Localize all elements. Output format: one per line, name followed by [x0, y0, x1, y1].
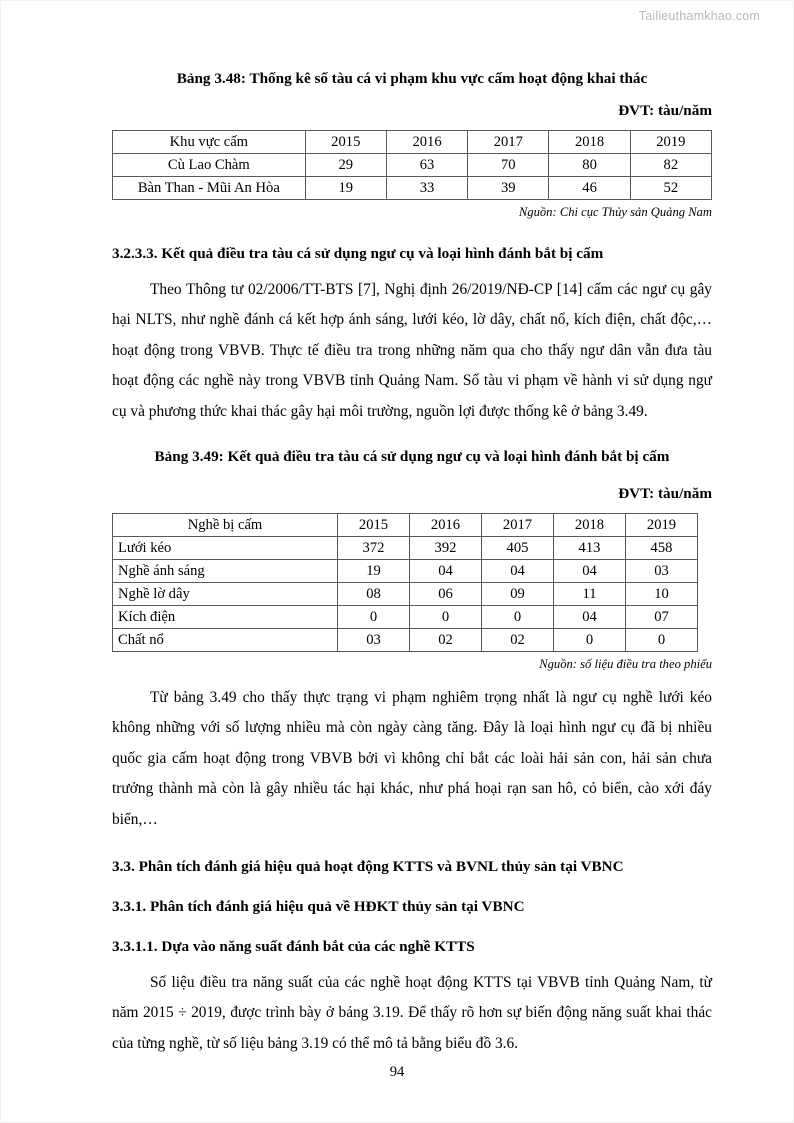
table-1-cell: 82	[630, 154, 711, 177]
table-2-cell: 413	[554, 537, 626, 560]
table-2-cell: 0	[482, 606, 554, 629]
table-2-cell: 04	[410, 560, 482, 583]
table-1-source-note: Nguồn: Chi cục Thủy sản Quảng Nam	[518, 205, 712, 220]
table-2-cell: 07	[626, 606, 698, 629]
table-1-cell: 80	[549, 154, 630, 177]
table-header-row	[113, 514, 698, 537]
table-header-row	[113, 131, 712, 154]
table-1-cell: 46	[549, 177, 630, 200]
table-row	[113, 629, 698, 652]
paragraph-3-3-1-1: Số liệu điều tra năng suất của các nghề hoạt động KTTS tại VBVB tỉnh Quảng Nam, từ năm 2015 ÷ 2019, được trình bày ở bảng 3.19. Để thấy rõ hơn sự biến động năng suất khai thác của từng nghề, từ số liệu bảng 3.19 có thể mô tả bằng biểu đồ 3.6.	[112, 973, 712, 1052]
paragraph-after-table-2: Từ bảng 3.49 cho thấy thực trạng vi phạm nghiêm trọng nhất là ngư cụ nghề lưới kéo không những với số lượng nhiều mà còn ngày càng tăng. Đây là loại hình ngư cụ đã bị nhiều quốc gia cấm hoạt động trong VBVB bởi vì không chỉ bắt các loài hải sản con, hải sản chưa trưởng thành mà còn là gây nhiều tác hại khác, như phá hoại rạn san hô, cỏ biển, cào xới đáy biển,…	[112, 688, 712, 828]
table-1-cell: 52	[630, 177, 711, 200]
table-row	[113, 154, 712, 177]
table-2-cell: 0	[554, 629, 626, 652]
table-2-cell: 10	[626, 583, 698, 606]
table-2-cell: 458	[626, 537, 698, 560]
table-2-row-label: Lưới kéo	[113, 537, 338, 560]
paragraph-3-2-3-3: Theo Thông tư 02/2006/TT-BTS [7], Nghị định 26/2019/NĐ-CP [14] cấm các ngư cụ gây hại NLTS, như nghề đánh cá kết hợp ánh sáng, lưới kéo, lờ dây, chất nổ, kích điện, chất độc,… hoạt động trong VBVB. Thực tế điều tra trong những năm qua cho thấy ngư dân vẫn đưa tàu hoạt động các nghề này trong VBVB tỉnh Quảng Nam. Số tàu vi phạm về hành vi sử dụng ngư cụ và phương thức khai thác gây hại môi trường, nguồn lợi được thống kê ở bảng 3.49.	[112, 280, 712, 420]
table-2-caption: Bảng 3.49: Kết quả điều tra tàu cá sử dụng ngư cụ và loại hình đánh bắt bị cấm	[154, 448, 670, 465]
table-khu-vuc-cam	[112, 130, 712, 200]
table-2-header-cell: Nghề bị cấm	[113, 514, 338, 537]
table-2-header-cell: 2017	[482, 514, 554, 537]
table-2-cell: 04	[554, 606, 626, 629]
heading-3-3: 3.3. Phân tích đánh giá hiệu quả hoạt động KTTS và BVNL thủy sản tại VBNC	[112, 858, 624, 876]
table-2-cell: 08	[338, 583, 410, 606]
table-2-cell: 02	[482, 629, 554, 652]
table-2-cell: 03	[626, 560, 698, 583]
table-1-header-cell: 2019	[630, 131, 711, 154]
table-2-cell: 02	[410, 629, 482, 652]
table-1-unit-label: ĐVT: tàu/năm	[618, 101, 712, 119]
table-2-unit-label: ĐVT: tàu/năm	[618, 484, 712, 502]
table-2-cell: 372	[338, 537, 410, 560]
table-2-row-label: Nghề ánh sáng	[113, 560, 338, 583]
table-2-cell: 19	[338, 560, 410, 583]
table-2-cell: 09	[482, 583, 554, 606]
table-1-header-cell: 2015	[305, 131, 386, 154]
table-2-row-label: Kích điện	[113, 606, 338, 629]
table-2-source-note: Nguồn: số liệu điều tra theo phiếu	[539, 657, 712, 672]
table-2-cell: 405	[482, 537, 554, 560]
table-1-cell: 39	[468, 177, 549, 200]
table-1-row-label: Bàn Than - Mũi An Hòa	[113, 177, 306, 200]
page-content	[112, 68, 712, 1059]
table-1-cell: 19	[305, 177, 386, 200]
table-2-header-cell: 2016	[410, 514, 482, 537]
heading-3-3-1-1: 3.3.1.1. Dựa vào năng suất đánh bắt của các nghề KTTS	[112, 937, 475, 955]
table-row	[113, 583, 698, 606]
table-2-header-cell: 2015	[338, 514, 410, 537]
page-number: 94	[389, 1064, 405, 1080]
table-2-header-cell: 2019	[626, 514, 698, 537]
table-1-header-cell: Khu vực cấm	[113, 131, 306, 154]
table-row	[113, 537, 698, 560]
table-1-cell: 70	[468, 154, 549, 177]
table-1-cell: 33	[386, 177, 467, 200]
table-nghe-bi-cam	[112, 513, 698, 652]
table-1-row-label: Cù Lao Chàm	[113, 154, 306, 177]
table-2-cell: 04	[554, 560, 626, 583]
table-1-header-cell: 2018	[549, 131, 630, 154]
table-1-caption: Bảng 3.48: Thống kê số tàu cá vi phạm khu vực cấm hoạt động khai thác	[176, 70, 648, 87]
table-2-cell: 06	[410, 583, 482, 606]
table-2-cell: 0	[410, 606, 482, 629]
table-2-cell: 11	[554, 583, 626, 606]
table-row	[113, 177, 712, 200]
table-2-cell: 0	[626, 629, 698, 652]
table-1-header-cell: 2017	[468, 131, 549, 154]
watermark-text: Tailieuthamkhao.com	[638, 9, 760, 23]
table-2-row-label: Nghề lờ dây	[113, 583, 338, 606]
table-2-header-cell: 2018	[554, 514, 626, 537]
table-row	[113, 606, 698, 629]
table-2-cell: 392	[410, 537, 482, 560]
table-2-row-label: Chất nổ	[113, 629, 338, 652]
heading-3-2-3-3: 3.2.3.3. Kết quả điều tra tàu cá sử dụng ngư cụ và loại hình đánh bắt bị cấm	[112, 244, 604, 262]
table-2-cell: 04	[482, 560, 554, 583]
heading-3-3-1: 3.3.1. Phân tích đánh giá hiệu quả về HĐKT thủy sản tại VBNC	[112, 898, 525, 915]
table-1-cell: 63	[386, 154, 467, 177]
table-2-cell: 0	[338, 606, 410, 629]
table-row	[113, 560, 698, 583]
table-1-header-cell: 2016	[386, 131, 467, 154]
table-2-cell: 03	[338, 629, 410, 652]
table-1-cell: 29	[305, 154, 386, 177]
